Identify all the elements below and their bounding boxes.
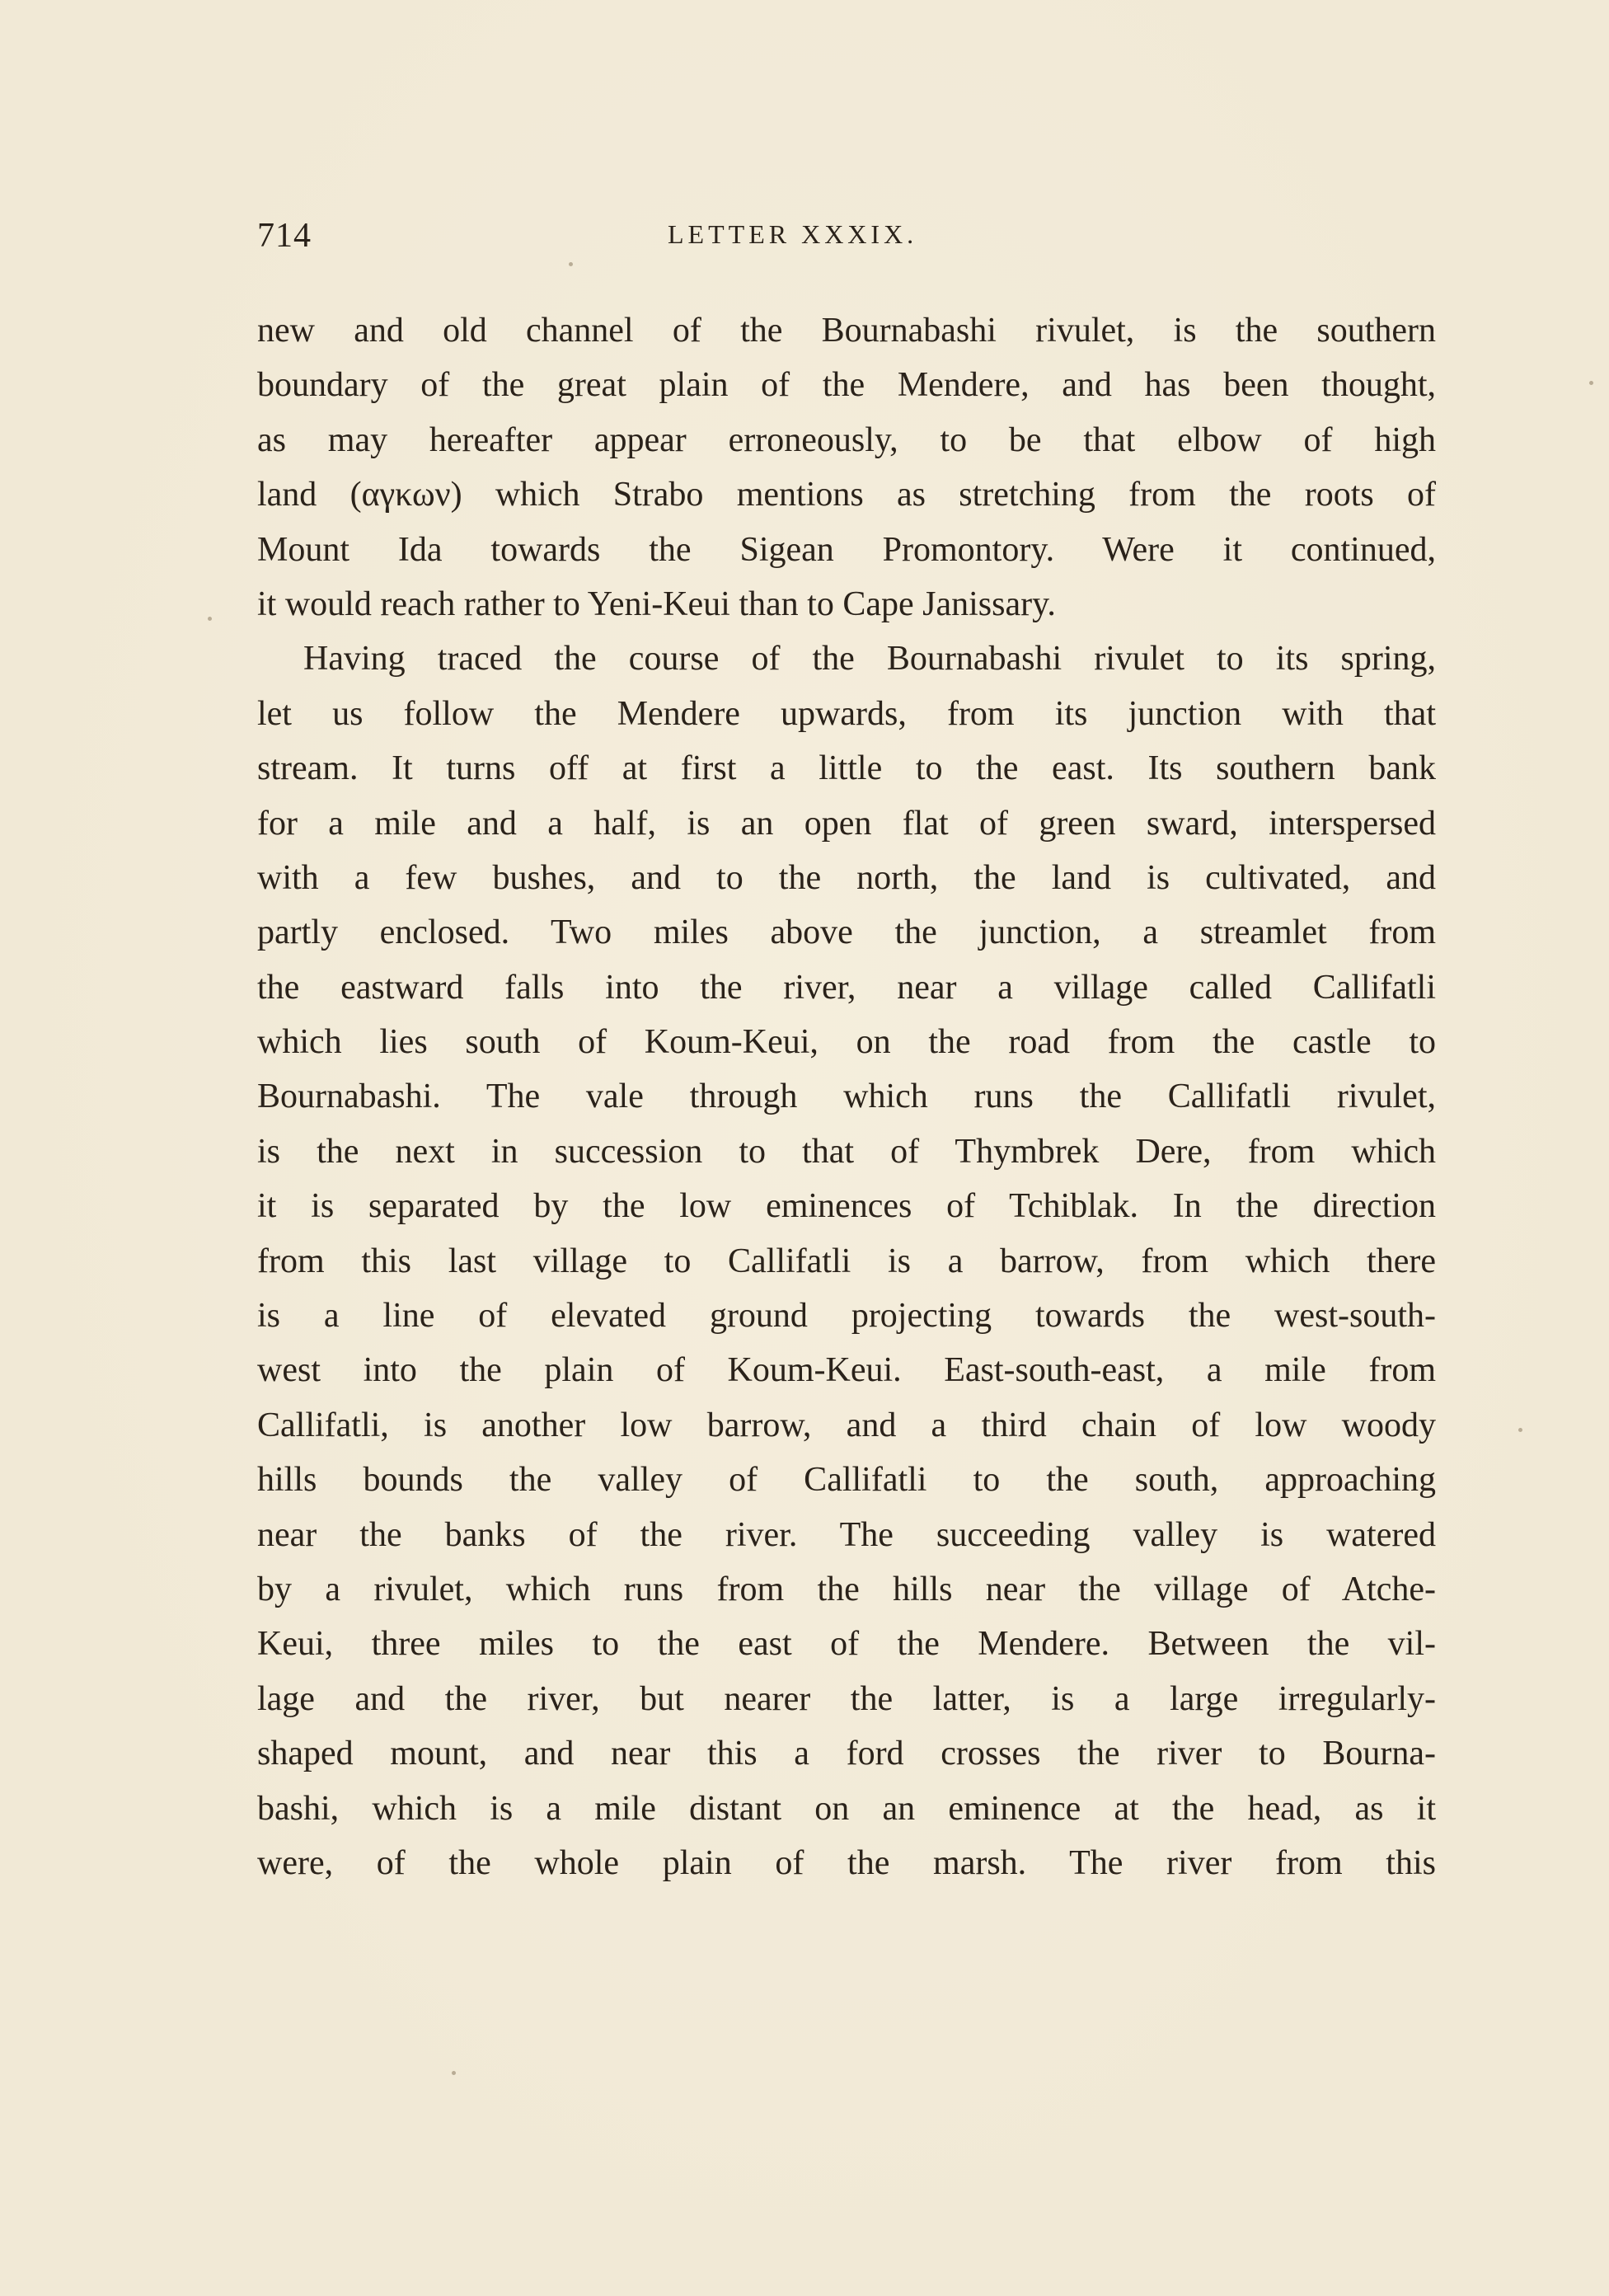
text-line: it would reach rather to Yeni-Keui than to Cape Janissary. xyxy=(257,585,1056,623)
text-line: as may hereafter appear erroneously, to be that elbow of high xyxy=(257,420,1436,459)
text-line: boundary of the great plain of the Mendere, and has been thought, xyxy=(257,366,1436,405)
paragraph-first-line: Having traced the course of the Bournabashi rivulet to its spring, xyxy=(303,640,1436,678)
page-number: 714 xyxy=(257,217,312,255)
running-head xyxy=(257,216,1444,265)
paper-speck xyxy=(1518,1428,1522,1432)
text-line: with a few bushes, and to the north, the land is cultivated, and xyxy=(257,858,1436,897)
text-line: Bournabashi. The vale through which runs the Callifatli rivulet, xyxy=(257,1078,1436,1116)
text-line: lage and the river, but nearer the latter, is a large irregularly- xyxy=(257,1679,1436,1718)
text-line: hills bounds the valley of Callifatli to the south, approaching xyxy=(257,1461,1436,1500)
text-line: which lies south of Koum-Keui, on the road from the castle to xyxy=(257,1023,1436,1062)
paper-speck xyxy=(208,617,212,621)
text-line: were, of the whole plain of the marsh. The river from this xyxy=(257,1843,1436,1882)
text-line: shaped mount, and near this a ford crosses the river to Bourna- xyxy=(257,1735,1436,1773)
text-line: let us follow the Mendere upwards, from its junction with that xyxy=(257,694,1436,733)
body-text xyxy=(257,303,1436,1890)
text-line: partly enclosed. Two miles above the junction, a streamlet from xyxy=(257,913,1436,952)
text-line: west into the plain of Koum-Keui. East-south-east, a mile from xyxy=(257,1351,1436,1390)
running-head-title: LETTER XXXIX. xyxy=(668,219,918,249)
text-line: near the banks of the river. The succeeding valley is watered xyxy=(257,1515,1436,1554)
text-line: it is separated by the low eminences of Tchiblak. In the direction xyxy=(257,1187,1436,1226)
text-line: Callifatli, is another low barrow, and a third chain of low woody xyxy=(257,1406,1436,1444)
text-line: the eastward falls into the river, near a village called Callifatli xyxy=(257,968,1436,1007)
text-line: from this last village to Callifatli is a barrow, from which there xyxy=(257,1242,1436,1280)
text-line: land (αγκων) which Strabo mentions as stretching from the roots of xyxy=(257,476,1436,514)
text-line: Keui, three miles to the east of the Mendere. Between the vil- xyxy=(257,1625,1436,1664)
text-line: by a rivulet, which runs from the hills near the village of Atche- xyxy=(257,1570,1436,1608)
paper-speck xyxy=(452,2071,456,2075)
text-line: Mount Ida towards the Sigean Promontory. Were it continued, xyxy=(257,530,1436,569)
paper-speck xyxy=(569,262,573,266)
text-line: for a mile and a half, is an open flat of green sward, interspersed xyxy=(257,804,1436,843)
text-line: new and old channel of the Bournabashi rivulet, is the southern xyxy=(257,312,1436,350)
text-line: bashi, which is a mile distant on an eminence at the head, as it xyxy=(257,1789,1436,1828)
paper-speck xyxy=(1589,381,1593,385)
text-line: stream. It turns off at first a little to the east. Its southern bank xyxy=(257,749,1436,788)
text-line: is the next in succession to that of Thymbrek Dere, from which xyxy=(257,1132,1436,1171)
text-line: is a line of elevated ground projecting towards the west-south- xyxy=(257,1297,1436,1336)
